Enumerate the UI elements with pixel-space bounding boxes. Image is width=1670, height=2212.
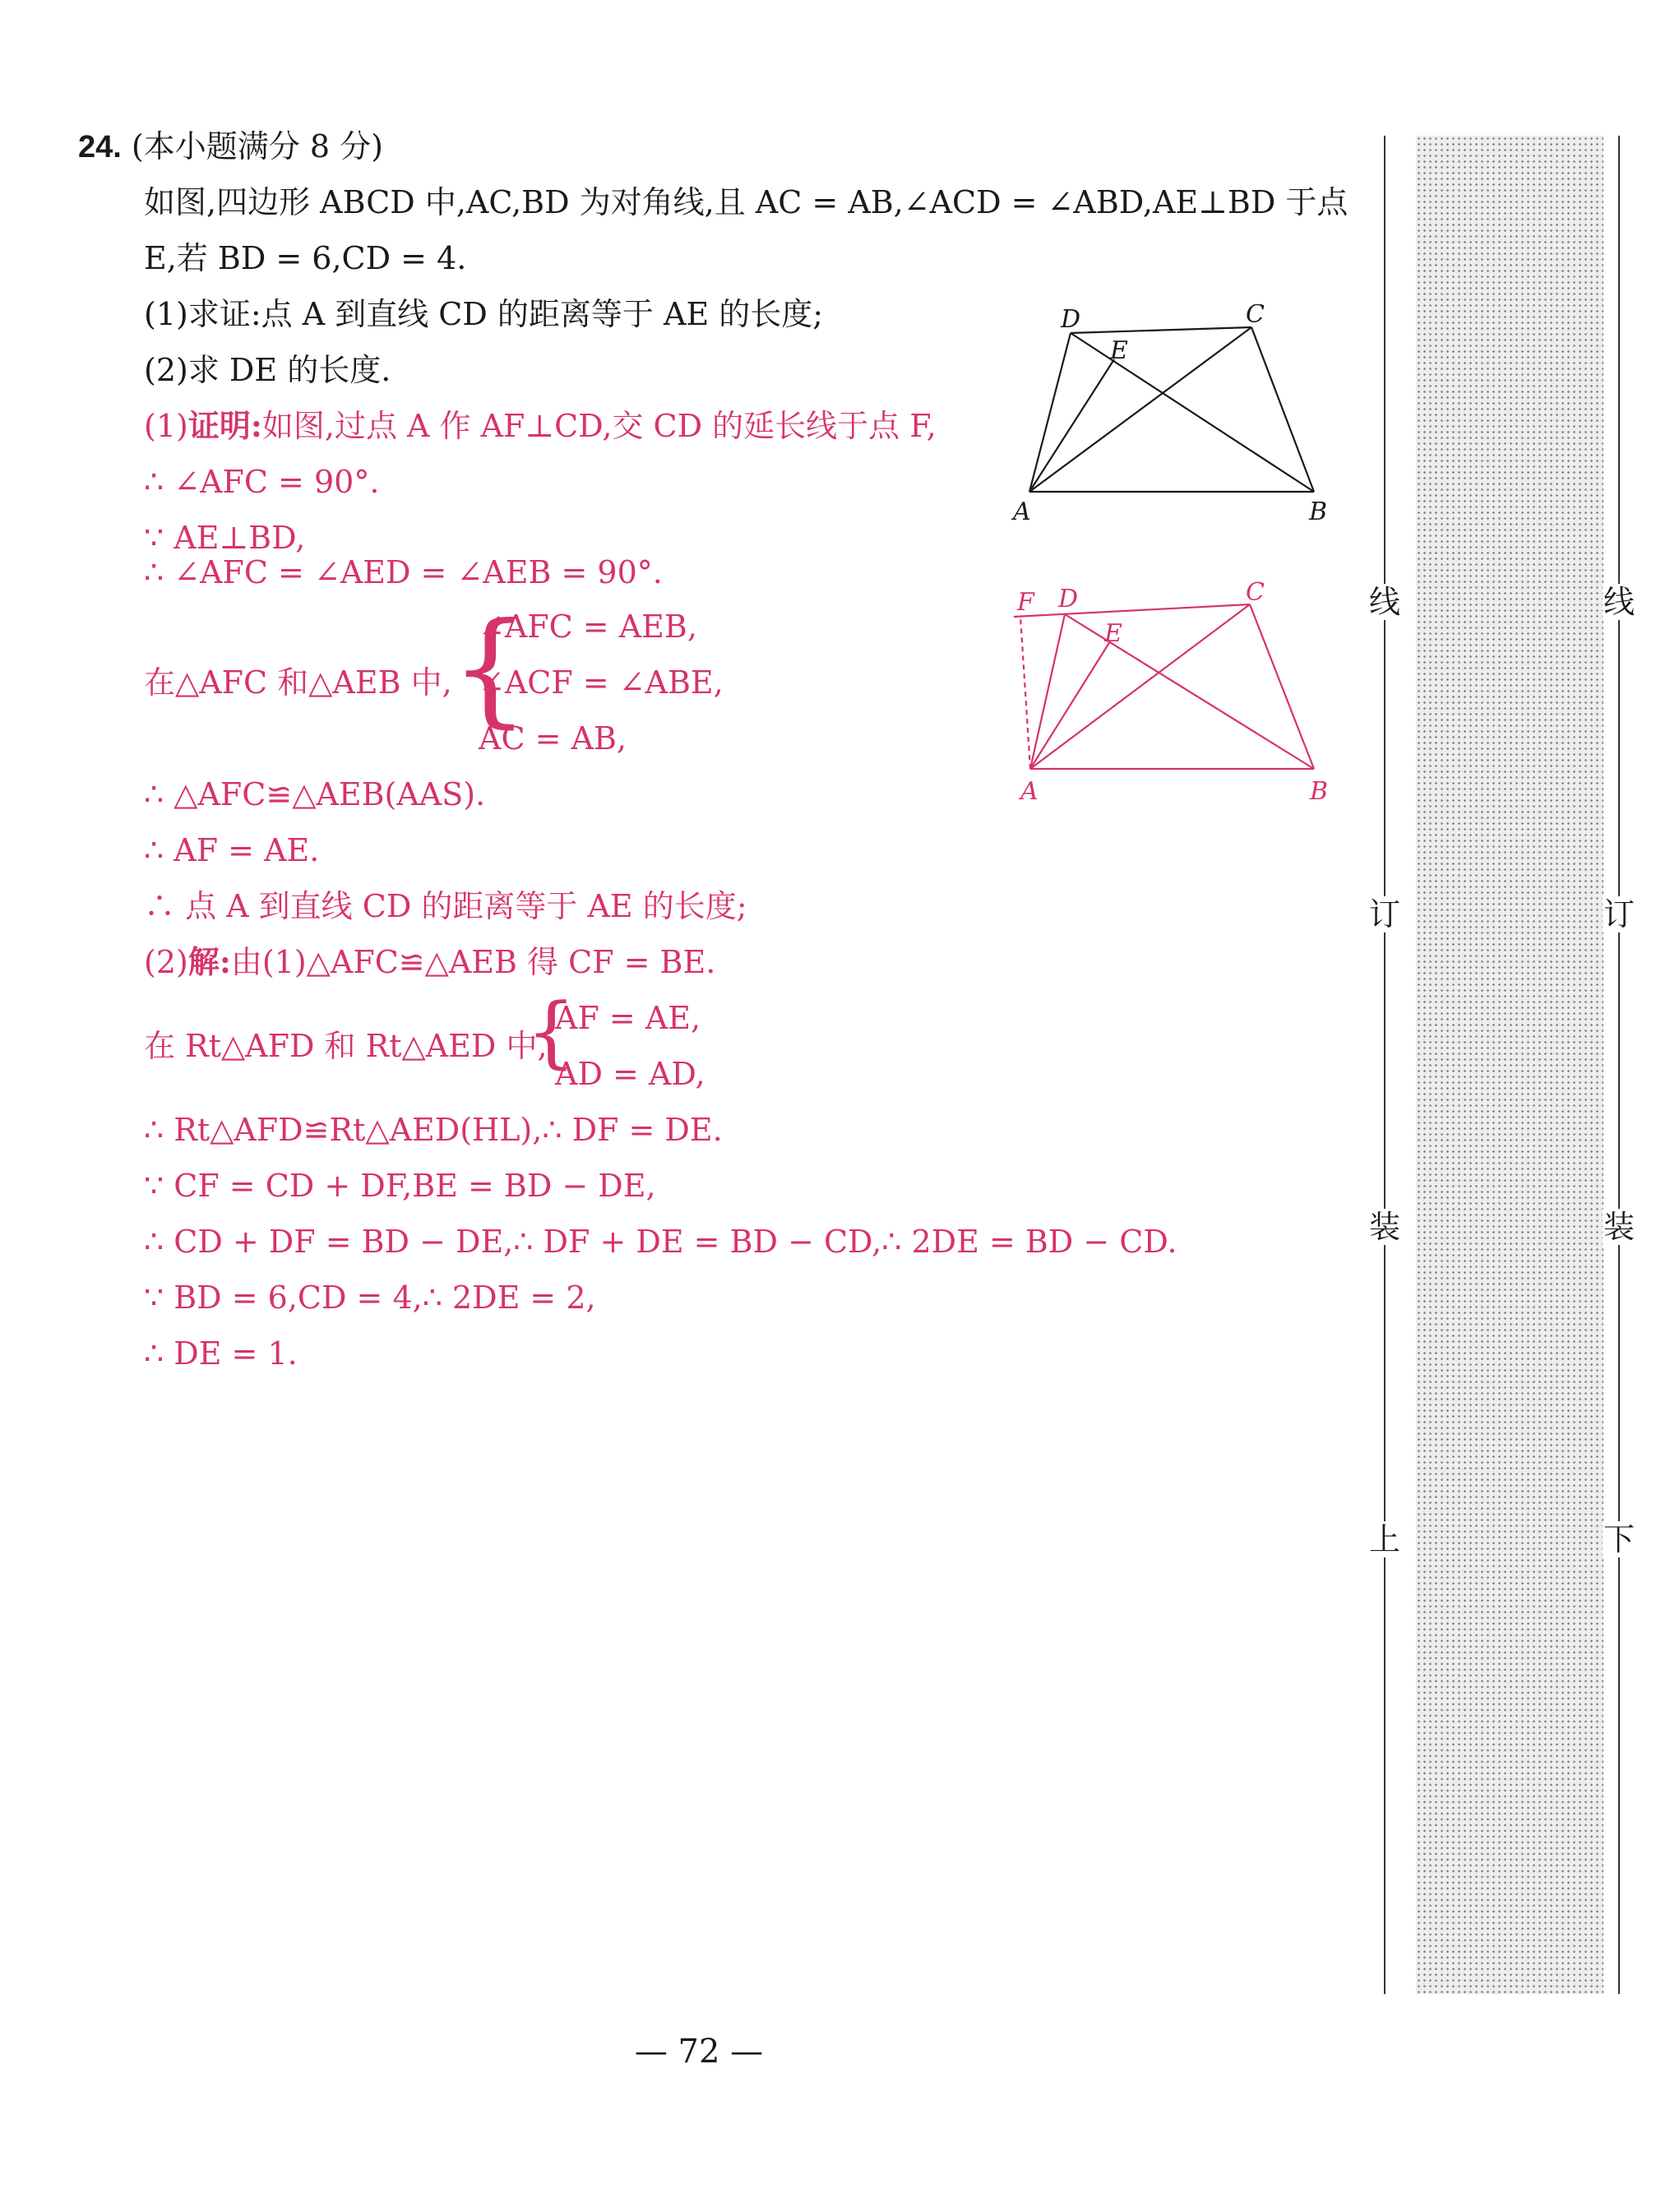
binding-gutter [1416, 136, 1603, 1994]
system2-line2: AD = AD, [555, 1056, 705, 1092]
system2-line1: AF = AE, [555, 1000, 701, 1036]
inner-binding-char-4: 上 [1368, 1521, 1400, 1557]
problem-stem-line1: 如图,四边形 ABCD 中,AC,BD 为对角线,且 AC = AB,∠ACD = ∠ABD,AE⊥BD 于点 [144, 184, 1348, 220]
inner-binding-char-2: 订 [1368, 896, 1400, 932]
fig2-label-d: D [1058, 585, 1079, 613]
inner-binding-char-1: 线 [1368, 584, 1400, 620]
system1-line1: ∠AFC = AEB, [479, 609, 697, 645]
fig2-label-f: F [1017, 588, 1034, 617]
problem-part1: (1)求证:点 A 到直线 CD 的距离等于 AE 的长度; [144, 296, 824, 332]
solution-line-3: ∵ AE⊥BD, [144, 520, 306, 556]
solution-line-10: ∵ CF = CD + DF,BE = BD − DE, [144, 1168, 656, 1204]
solution-line-5: ∴ △AFC≌△AEB(AAS). [144, 776, 486, 812]
solution-line-6: ∴ AF = AE. [144, 832, 320, 868]
figure-1 [1011, 304, 1340, 526]
solution-line-7: ∴ 点 A 到直线 CD 的距离等于 AE 的长度; [144, 888, 747, 924]
proof-label: 证明: [187, 407, 262, 444]
problem-part2: (2)求 DE 的长度. [144, 352, 391, 388]
problem-number: 24. [78, 130, 122, 164]
system2-intro: 在 Rt△AFD 和 Rt△AED 中, [144, 1028, 548, 1064]
solution-line-13: ∴ DE = 1. [144, 1335, 298, 1372]
system1-line2: ∠ACF = ∠ABE, [479, 664, 724, 701]
solution-line-9: ∴ Rt△AFD≌Rt△AED(HL),∴ DF = DE. [144, 1112, 723, 1148]
solution-part1-label: (1) [144, 408, 188, 444]
fig2-diagonal-bd [1065, 614, 1314, 769]
fig1-label-b: B [1309, 497, 1328, 526]
fig2-diagonal-ac [1030, 604, 1250, 769]
fig2-line-cf [1014, 604, 1250, 617]
fig1-label-a: A [1013, 497, 1031, 526]
fig1-diagonal-ac [1029, 327, 1251, 492]
solution-line-1-text: 如图,过点 A 作 AF⊥CD,交 CD 的延长线于点 F, [261, 408, 937, 444]
solution-line-11: ∴ CD + DF = BD − DE,∴ DF + DE = BD − CD,∴ 2DE = BD − CD. [144, 1224, 1177, 1260]
solve-label: 解: [187, 943, 231, 980]
outer-binding-char-4: 下 [1603, 1521, 1635, 1557]
solution-line-2: ∴ ∠AFC = 90°. [144, 464, 380, 500]
fig2-label-b: B [1310, 777, 1329, 806]
fig1-side-bc [1251, 327, 1314, 492]
problem-stem-line2: E,若 BD = 6,CD = 4. [144, 240, 467, 276]
solution-line-8 [144, 943, 715, 981]
fig2-segment-ae [1030, 641, 1110, 769]
system2-brace: { [526, 987, 576, 1077]
problem-header-line [78, 127, 383, 166]
outer-binding-char-3: 装 [1603, 1209, 1635, 1245]
problem-header: (本小题满分 8 分) [131, 128, 383, 164]
solution-line-4: ∴ ∠AFC = ∠AED = ∠AEB = 90°. [144, 554, 663, 590]
fig1-segment-ae [1029, 359, 1114, 492]
fig2-label-a: A [1020, 777, 1039, 806]
fig1-diagonal-bd [1071, 333, 1314, 492]
fig2-label-c: C [1246, 578, 1265, 607]
fig1-side-da [1029, 333, 1071, 492]
outer-binding-line [1618, 136, 1620, 1994]
solution-line-12: ∵ BD = 6,CD = 4,∴ 2DE = 2, [144, 1280, 596, 1316]
solution-line-8-text: 由(1)△AFC≌△AEB 得 CF = BE. [230, 944, 716, 980]
page-number: — 72 — [634, 2033, 764, 2071]
outer-binding-char-1: 线 [1603, 584, 1635, 620]
system1-brace: { [451, 597, 530, 740]
fig1-label-d: D [1061, 305, 1081, 334]
fig1-side-cd [1071, 327, 1251, 333]
fig2-side-da [1030, 614, 1065, 769]
inner-binding-char-3: 装 [1368, 1209, 1400, 1245]
solution-part2-label: (2) [144, 944, 188, 980]
fig2-label-e: E [1104, 619, 1122, 648]
fig1-label-c: C [1246, 304, 1265, 329]
solution-line-1 [144, 407, 937, 445]
system1-intro: 在△AFC 和△AEB 中, [144, 664, 452, 701]
fig2-segment-af [1020, 617, 1030, 769]
outer-binding-char-2: 订 [1603, 896, 1635, 932]
figure-2 [1007, 576, 1344, 806]
fig1-label-e: E [1110, 336, 1128, 365]
fig2-side-bc [1250, 604, 1314, 769]
inner-binding-line [1384, 136, 1385, 1994]
system1-line3: AC = AB, [479, 720, 627, 757]
